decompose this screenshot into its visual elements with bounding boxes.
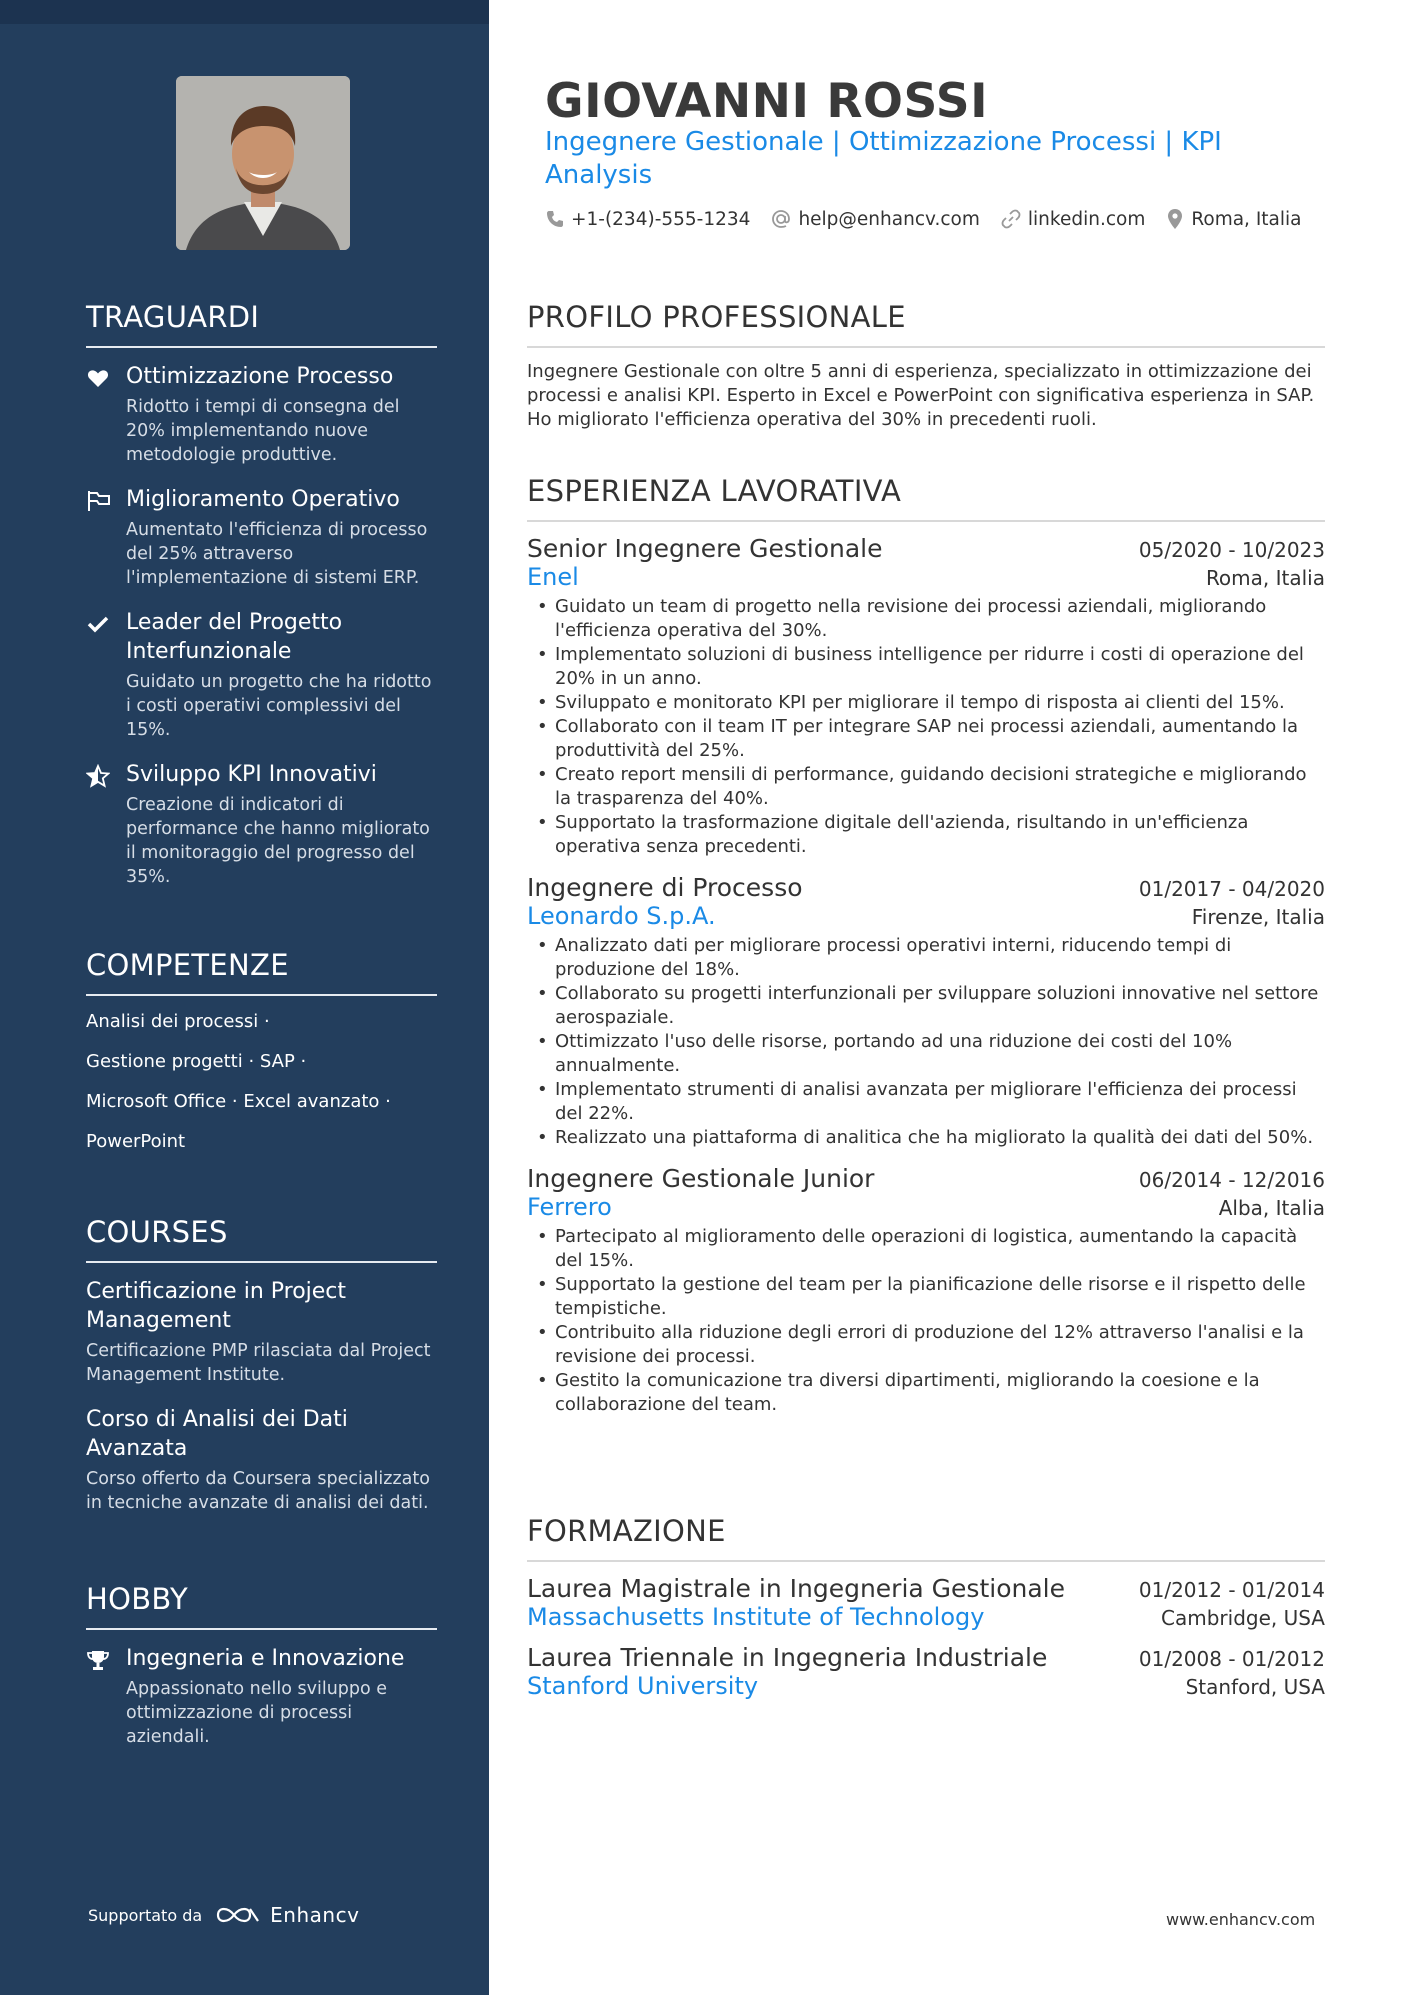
job-company-row — [527, 902, 1325, 930]
achievement-title: Leader del Progetto Interfunzionale — [126, 610, 343, 664]
education-location: Stanford, USA — [1185, 1675, 1325, 1699]
course-title: Corso di Analisi dei Dati Avanzata — [86, 1407, 348, 1461]
achievement-item — [86, 760, 437, 889]
powered-by-label: Supportato da — [88, 1905, 203, 1925]
course-item — [86, 1277, 437, 1387]
skill-line: Microsoft Office · Excel avanzato · — [86, 1091, 391, 1112]
achievements-title: TRAGUARDI — [86, 300, 437, 348]
job-entry — [527, 873, 1325, 1150]
sidebar — [0, 0, 489, 1995]
education-entry — [527, 1643, 1325, 1700]
job-title: Senior Ingegnere Gestionale — [527, 534, 883, 563]
candidate-headline: Ingegnere Gestionale | Ottimizzazione Processi | KPI Analysis — [545, 127, 1222, 190]
courses-title: COURSES — [86, 1215, 437, 1263]
job-company: Enel — [527, 563, 579, 591]
achievement-item — [86, 485, 437, 590]
job-bullet: • Supportato la gestione del team per la pianificazione delle risorse e il rispetto delle tempistiche. — [527, 1273, 1325, 1321]
powered-by — [88, 1903, 359, 1927]
star-half-icon — [86, 764, 112, 790]
contact-email[interactable] — [770, 208, 979, 230]
job-entry — [527, 1164, 1325, 1417]
job-title: Ingegnere Gestionale Junior — [527, 1164, 875, 1193]
experience-section — [527, 474, 1325, 1431]
job-bullet: • Gestito la comunicazione tra diversi dipartimenti, migliorando la coesione e la collaborazione del team. — [527, 1369, 1325, 1417]
job-company: Leonardo S.p.A. — [527, 902, 716, 930]
skills-section — [86, 948, 437, 1170]
achievement-item — [86, 608, 437, 742]
job-bullet: • Analizzato dati per migliorare processi operativi interni, riducendo tempi di produzione del 18%. — [527, 934, 1325, 982]
check-icon — [86, 612, 112, 638]
job-bullet: • Sviluppato e monitorato KPI per migliorare il tempo di risposta ai clienti del 15%. — [527, 691, 1325, 715]
education-section — [527, 1514, 1325, 1712]
hobby-item-title: Ingegneria e Innovazione — [126, 1646, 405, 1671]
job-bullets — [527, 934, 1325, 1150]
job-bullet: • Collaborato su progetti interfunzionali per sviluppare soluzioni innovative nel settore aerospaziale. — [527, 982, 1325, 1030]
job-bullet: • Supportato la trasformazione digitale dell'azienda, risultando in un'efficienza operativa senza precedenti. — [527, 811, 1325, 859]
skill-line: Gestione progetti · SAP · — [86, 1051, 307, 1072]
candidate-name: GIOVANNI ROSSI — [545, 74, 989, 129]
education-school: Stanford University — [527, 1672, 759, 1700]
education-location: Cambridge, USA — [1161, 1606, 1325, 1630]
profile-title: PROFILO PROFESSIONALE — [527, 300, 1325, 348]
skills-title: COMPETENZE — [86, 948, 437, 996]
contact-location — [1165, 208, 1301, 230]
job-location: Roma, Italia — [1205, 566, 1325, 590]
job-bullet: • Implementato soluzioni di business intelligence per ridurre i costi di operazione del 20% in un anno. — [527, 643, 1325, 691]
job-bullet: • Guidato un team di progetto nella revisione dei processi aziendali, migliorando l'efficienza operativa del 30%. — [527, 595, 1325, 643]
job-bullets — [527, 1225, 1325, 1417]
phone-icon — [545, 209, 565, 229]
achievements-section — [86, 300, 437, 907]
achievement-desc: Aumentato l'efficienza di processo del 25% attraverso l'implementazione di sistemi ERP. — [126, 520, 428, 588]
location-pin-icon — [1165, 208, 1185, 230]
profile-summary: Ingegnere Gestionale con oltre 5 anni di esperienza, specializzato in ottimizzazione dei processi e analisi KPI. Esperto in Excel e PowerPoint con significativa esperienza in SAP. Ho migliorato l'efficienza operativa del 30% in precedenti ruoli. — [527, 361, 1315, 430]
course-item — [86, 1405, 437, 1515]
achievement-title: Miglioramento Operativo — [126, 487, 400, 512]
contact-bar — [545, 208, 1321, 230]
job-entry — [527, 534, 1325, 859]
course-desc: Certificazione PMP rilasciata dal Project Management Institute. — [86, 1341, 431, 1385]
job-bullet: • Ottimizzato l'uso delle risorse, portando ad una riduzione dei costi del 10% annualmente. — [527, 1030, 1325, 1078]
profile-photo — [176, 76, 350, 250]
education-degree: Laurea Magistrale in Ingegneria Gestionale — [527, 1574, 1065, 1603]
phone-value: +1-(234)-555-1234 — [571, 208, 751, 230]
job-header — [527, 534, 1325, 563]
education-school-row — [527, 1603, 1325, 1631]
hobby-title: HOBBY — [86, 1582, 437, 1630]
flag-icon — [86, 489, 112, 515]
experience-title: ESPERIENZA LAVORATIVA — [527, 474, 1325, 522]
email-value: help@enhancv.com — [798, 208, 980, 230]
sidebar-top-strip — [0, 0, 489, 24]
education-header — [527, 1574, 1325, 1603]
job-company-row — [527, 1193, 1325, 1221]
profile-section — [527, 300, 1325, 432]
education-school-row — [527, 1672, 1325, 1700]
job-header — [527, 1164, 1325, 1193]
hobby-section — [86, 1582, 437, 1767]
at-icon — [770, 208, 792, 230]
job-dates: 01/2017 - 04/2020 — [1138, 877, 1325, 901]
hobby-item-desc: Appassionato nello sviluppo e ottimizzazione di processi aziendali. — [126, 1679, 388, 1747]
trophy-icon — [86, 1648, 112, 1674]
job-bullet: • Collaborato con il team IT per integrare SAP nei processi aziendali, aumentando la produttività del 25%. — [527, 715, 1325, 763]
linkedin-value: linkedin.com — [1027, 208, 1146, 230]
education-dates: 01/2012 - 01/2014 — [1138, 1578, 1325, 1602]
skill-line: PowerPoint — [86, 1131, 186, 1152]
course-desc: Corso offerto da Coursera specializzato in tecniche avanzate di analisi dei dati. — [86, 1469, 430, 1513]
link-icon — [1000, 208, 1022, 230]
education-degree: Laurea Triennale in Ingegneria Industriale — [527, 1643, 1048, 1672]
achievement-title: Sviluppo KPI Innovativi — [126, 762, 377, 787]
job-header — [527, 873, 1325, 902]
achievement-desc: Creazione di indicatori di performance che hanno migliorato il monitoraggio del progresso del 35%. — [126, 795, 430, 887]
education-entry — [527, 1574, 1325, 1631]
contact-linkedin[interactable] — [1000, 208, 1145, 230]
job-dates: 06/2014 - 12/2016 — [1138, 1168, 1325, 1192]
course-title: Certificazione in Project Management — [86, 1279, 347, 1333]
achievement-title: Ottimizzazione Processo — [126, 364, 394, 389]
education-dates: 01/2008 - 01/2012 — [1138, 1647, 1325, 1671]
footer-url[interactable]: www.enhancv.com — [1166, 1910, 1316, 1929]
contact-phone[interactable] — [545, 209, 750, 230]
job-bullet: • Implementato strumenti di analisi avanzata per migliorare l'efficienza dei processi del 22%. — [527, 1078, 1325, 1126]
job-bullet: • Realizzato una piattaforma di analitica che ha migliorato la qualità dei dati del 50%. — [527, 1126, 1325, 1150]
enhancv-logo-text: Enhancv — [270, 1903, 360, 1927]
job-company-row — [527, 563, 1325, 591]
heart-icon — [86, 366, 112, 392]
enhancv-logo-icon — [214, 1903, 262, 1927]
job-bullet: • Contribuito alla riduzione degli errori di produzione del 12% attraverso l'analisi e la revisione dei processi. — [527, 1321, 1325, 1369]
education-header — [527, 1643, 1325, 1672]
job-company: Ferrero — [527, 1193, 612, 1221]
achievement-desc: Guidato un progetto che ha ridotto i costi operativi complessivi del 15%. — [126, 672, 432, 740]
job-dates: 05/2020 - 10/2023 — [1138, 538, 1325, 562]
job-title: Ingegnere di Processo — [527, 873, 803, 902]
education-title: FORMAZIONE — [527, 1514, 1325, 1562]
achievement-desc: Ridotto i tempi di consegna del 20% implementando nuove metodologie produttive. — [126, 397, 400, 465]
job-bullets — [527, 595, 1325, 859]
enhancv-logo[interactable] — [214, 1903, 359, 1927]
hobby-item — [86, 1644, 437, 1749]
job-bullet: • Creato report mensili di performance, guidando decisioni strategiche e migliorando la trasparenza del 40%. — [527, 763, 1325, 811]
job-location: Alba, Italia — [1218, 1196, 1325, 1220]
job-location: Firenze, Italia — [1191, 905, 1325, 929]
courses-section — [86, 1215, 437, 1533]
achievement-item — [86, 362, 437, 467]
skill-line: Analisi dei processi · — [86, 1011, 270, 1032]
location-value: Roma, Italia — [1191, 208, 1302, 230]
job-bullet: • Partecipato al miglioramento delle operazioni di logistica, aumentando la capacità del 15%. — [527, 1225, 1325, 1273]
education-school: Massachusetts Institute of Technology — [527, 1603, 985, 1631]
